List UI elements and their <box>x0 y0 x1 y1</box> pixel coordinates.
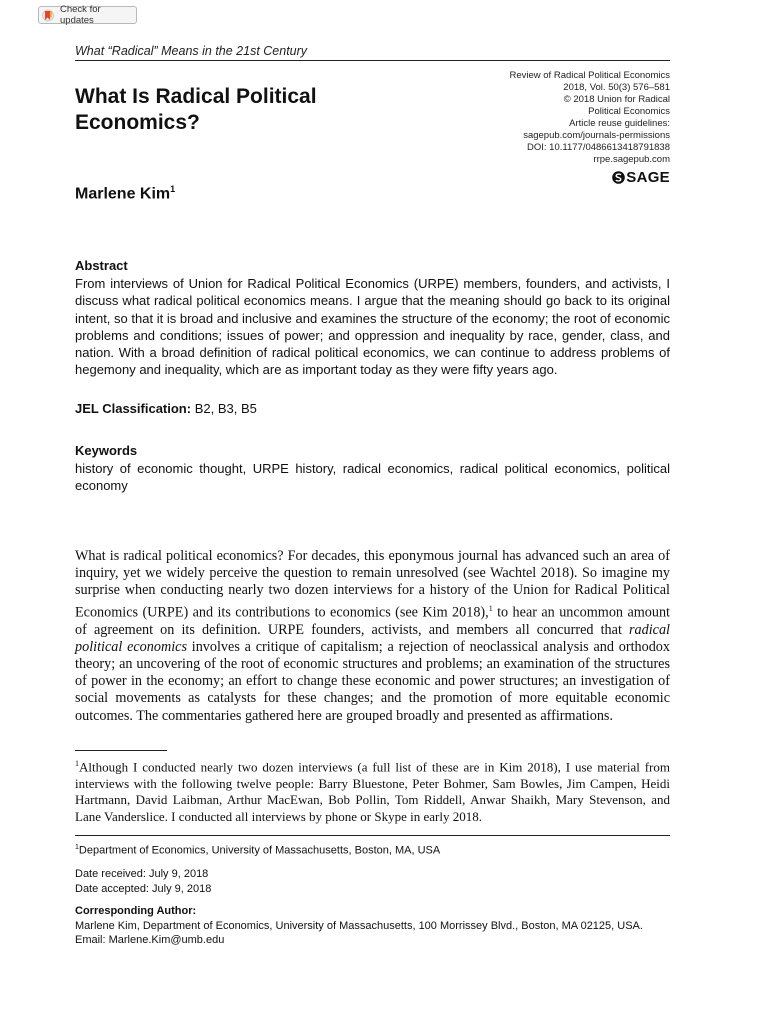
publisher-name: SAGE <box>626 169 670 186</box>
journal-info <box>460 70 670 166</box>
check-for-updates-button[interactable] <box>38 6 137 24</box>
footnote <box>75 756 670 825</box>
footnote-text: Although I conducted nearly two dozen interviews (a full list of these are in Kim 2018), I use material from interviews with the following twelve people: Barry Bluestone, Peter Bohmer, Sam Bowles, Jim Campen, Heidi Hartmann, David Laibman, Arthur MacEwan, Bob Pollin, Tom Riddell, Anwar Shaikh, Mary Stevenson, and Lane Vanderslice. I conducted all interviews by phone or Skype in early 2018. <box>75 759 670 824</box>
footnote-reference[interactable]: 1 <box>488 603 493 613</box>
corresponding-author <box>75 904 675 948</box>
body-emphasis: radical political economics <box>75 621 670 655</box>
keywords-text: history of economic thought, URPE history, radical economics, radical political economics, political economy <box>75 461 670 494</box>
check-for-updates-label: Check for updates <box>60 4 101 26</box>
doi-link[interactable]: DOI: 10.1177/0486613418791838 <box>527 142 670 153</box>
journal-site-link[interactable]: rrpe.sagepub.com <box>593 154 670 165</box>
journal-volume: 2018, Vol. 50(3) 576–581 <box>563 82 670 93</box>
footnote-rule <box>75 750 167 751</box>
author-name <box>75 184 175 203</box>
keywords-section <box>75 441 670 495</box>
permissions-link[interactable]: sagepub.com/journals-permissions <box>523 130 670 141</box>
body-text-part1: What is radical political economics? For decades, this eponymous journal has advanced such an area of inquiry, yet we widely perceive the question to remain unresolved (see Wachtel 2018). So imagine my surprise when conducting nearly two dozen interviews for a history of the Union for Radical Political Economics (URPE) and its contributions to economics (see Kim 2018), <box>75 548 670 621</box>
affiliation <box>75 844 440 857</box>
date-accepted: Date accepted: July 9, 2018 <box>75 882 212 895</box>
body-paragraph <box>75 548 670 725</box>
publisher-logo <box>612 169 670 186</box>
corresponding-author-label: Corresponding Author: <box>75 905 197 917</box>
corresponding-author-address: Marlene Kim, Department of Economics, University of Massachusetts, 100 Morrissey Blvd., Boston, MA 02125, USA. <box>75 919 643 932</box>
body-text-part3: involves a critique of capitalism; a rejection of neoclassical analysis and orthodox theory; an uncovering of the root of economic structures and problems; an examination of the structures of power in the economy; an effort to change these economic and power structures; an investigation of social movements as catalysts for these changes; and the promotion of more equitable economic outcomes. The commentaries gathered here are grouped broadly and presented as affirmations. <box>75 638 670 724</box>
reuse-label: Article reuse guidelines: <box>569 118 670 129</box>
abstract-section <box>75 256 670 378</box>
author-name-text: Marlene Kim <box>75 185 171 203</box>
corresponding-author-email[interactable]: Email: Marlene.Kim@umb.edu <box>75 934 225 946</box>
header-rule <box>75 60 670 61</box>
bookmark-ribbon-icon <box>42 9 56 22</box>
article-dates <box>75 867 211 896</box>
running-head: What “Radical” Means in the 21st Century <box>75 44 308 58</box>
affiliation-mark: 1 <box>75 844 79 851</box>
article-title: What Is Radical Political Economics? <box>75 85 317 134</box>
footnote-mark: 1 <box>75 759 79 768</box>
footer-rule <box>75 835 670 836</box>
author-affiliation-mark: 1 <box>170 184 176 194</box>
sage-logo-icon <box>612 171 625 184</box>
affiliation-text: Department of Economics, University of Massachusetts, Boston, MA, USA <box>78 844 441 857</box>
date-received: Date received: July 9, 2018 <box>75 868 209 880</box>
jel-codes: B2, B3, B5 <box>194 401 257 416</box>
jel-label: JEL Classification: <box>75 401 192 416</box>
journal-name: Review of Radical Political Economics <box>509 70 670 81</box>
abstract-text: From interviews of Union for Radical Political Economics (URPE) members, founders, and activists, I discuss what radical political economics means. I argue that the meaning should go back to its original intent, so that it is broad and inclusive and examines the structure of the economy; the root of economic problems and conditions; issues of power; and oppression and inequality by race, gender, class, and nation. With a broad definition of radical political economics, we can continue to address problems of hegemony and inequality, which are as important today as they were fifty years ago. <box>75 276 670 378</box>
jel-classification <box>75 401 257 416</box>
keywords-heading: Keywords <box>75 443 138 458</box>
abstract-heading: Abstract <box>75 258 128 273</box>
body-text-part2: to hear an uncommon amount of agreement on its definition. URPE founders, activists, and members all concurred that <box>75 604 671 638</box>
journal-copyright-holder: Political Economics <box>588 106 670 117</box>
journal-copyright: © 2018 Union for Radical <box>563 94 670 105</box>
